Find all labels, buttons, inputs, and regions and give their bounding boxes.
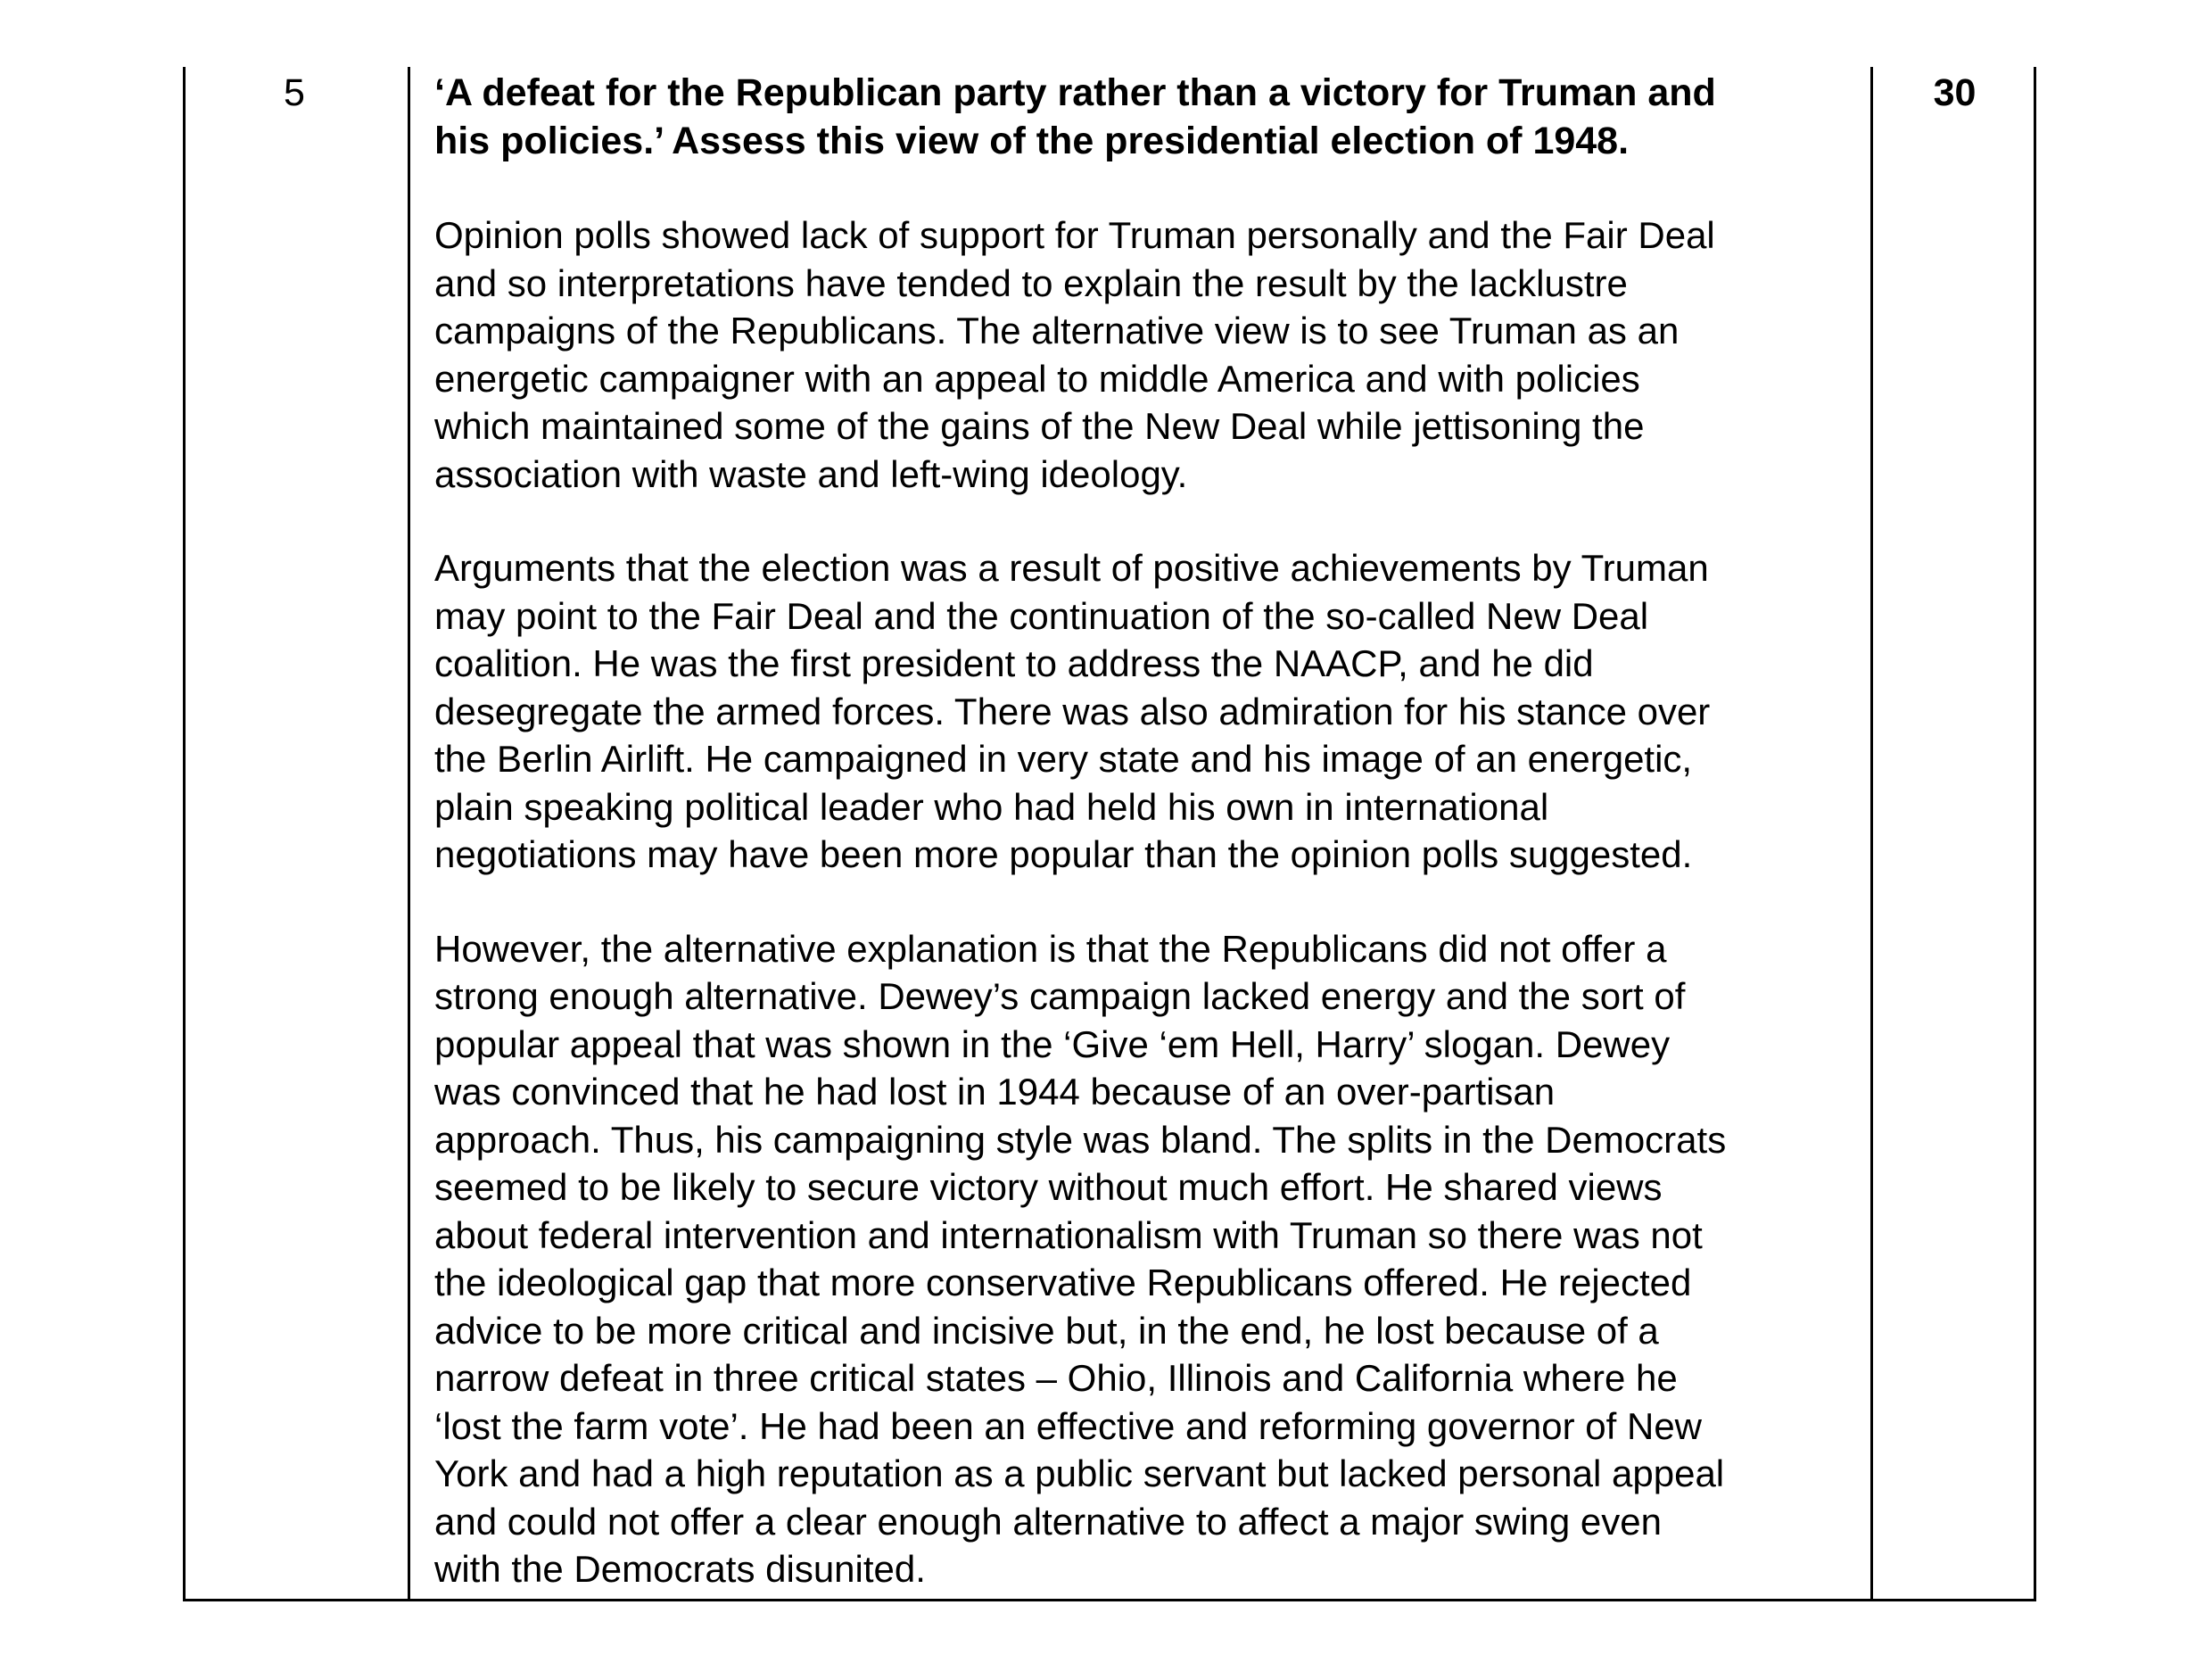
question-text: ‘A defeat for the Republican party rather than a victory for Truman and his policies.’ Assess this view of the presidential election of 1948. xyxy=(434,71,1716,162)
guidance-cell xyxy=(410,67,1873,1599)
guidance-paragraph-1: Opinion polls showed lack of support for Truman personally and the Fair Deal and so interpretations have tended to explain the result by the lacklustre campaigns of the Republicans. The alternative view is to see Truman as an energetic campaigner with an appeal to middle America and with policies which maintained some of the gains of the New Deal while jettisoning the association with waste and left-wing ideology. xyxy=(434,214,1715,495)
question-number-cell xyxy=(186,67,410,1599)
marks-cell xyxy=(1873,67,2036,1599)
guidance-paragraph-2: Arguments that the election was a result of positive achievements by Truman may point to the Fair Deal and the continuation of the so-called New Deal coalition. He was the first president to address the NAACP, and he did desegregate the armed forces. There was also admiration for his stance over the Berlin Airlift. He campaigned in very state and his image of an energetic, plain speaking political leader who had held his own in international negotiations may have been more popular than the opinion polls suggested. xyxy=(434,547,1711,875)
guidance-paragraph-3: However, the alternative explanation is that the Republicans did not offer a strong enough alternative. Dewey’s campaign lacked energy and the sort of popular appeal that was shown in the ‘Give ‘em Hell, Harry’ slogan. Dewey was convinced that he had lost in 1944 because of an over-partisan approach. Thus, his campaigning style was bland. The splits in the Democrats seemed to be likely to secure victory without much effort. He shared views about federal intervention and internationalism with Truman so there was not the ideological gap that more conservative Republicans offered. He rejected advice to be more critical and incisive but, in the end, he lost because of a narrow defeat in three critical states – Ohio, Illinois and California where he ‘lost the farm vote’. He had been an effective and reforming governor of New York and had a high reputation as a public servant but lacked personal appeal and could not offer a clear enough alternative to affect a major swing even with the Democrats disunited. xyxy=(434,927,1727,1590)
question-number: 5 xyxy=(284,71,305,114)
marks-value: 30 xyxy=(1933,71,1977,114)
mark-scheme-table xyxy=(183,67,2036,1601)
